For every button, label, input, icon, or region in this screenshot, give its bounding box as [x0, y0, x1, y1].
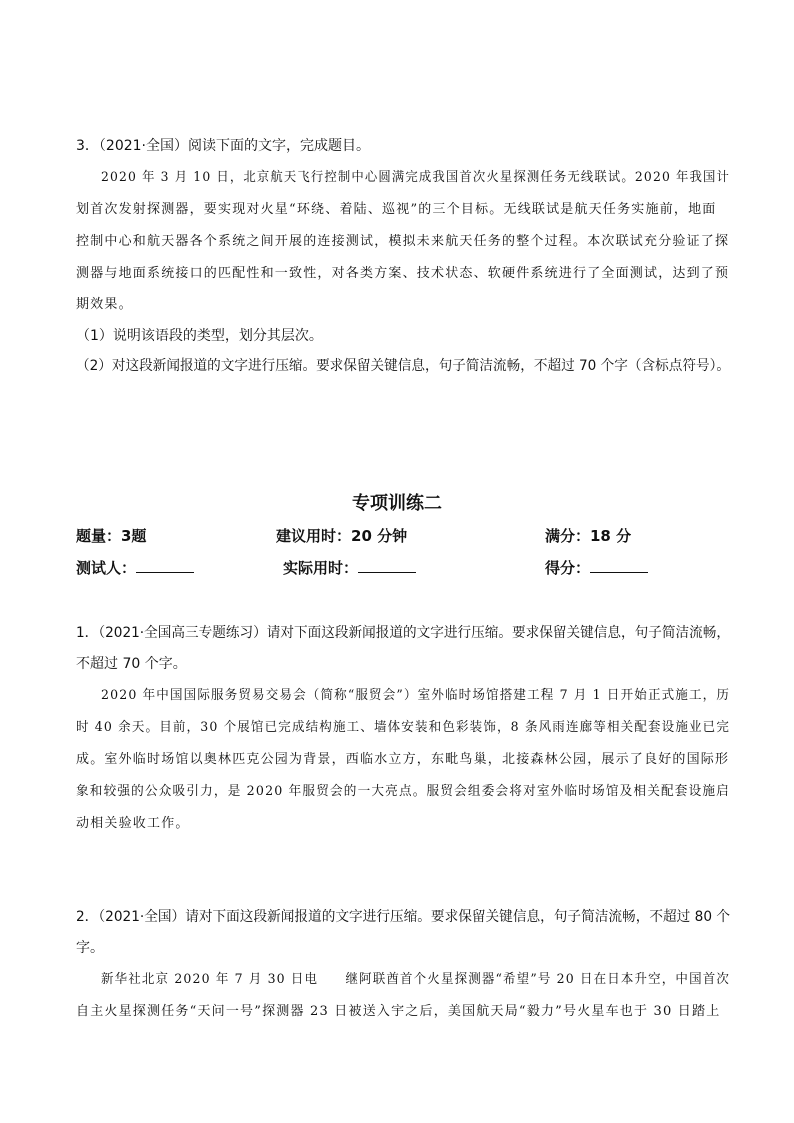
question-count: 题量：3题 [76, 527, 147, 545]
q1-header-line-1: 1．（2021·全国高三专题练习）请对下面这段新闻报道的文字进行压缩。要求保留关键信息，句子简洁流畅， [76, 625, 730, 641]
q2-passage-line-2: 自主火星探测任务“天问一号”探测器 23 日被送入宇之后，美国航天局“毅力”号火星车也于 30 日踏上 [76, 1004, 721, 1019]
full-score: 满分：18 分 [545, 527, 632, 545]
q1-passage-line-3: 成。室外临时场馆以奥林匹克公园为背景，西临水立方，东毗鸟巢，北接森林公园，展示了良好的国际形 [76, 752, 730, 767]
q3-passage-line-4: 测器与地面系统接口的匹配性和一致性，对各类方案、技术状态、软硬件系统进行了全面测试，达到了预 [76, 266, 730, 281]
q1-header-line-2: 不超过 70 个字。 [76, 656, 187, 672]
q2-header-line-1: 2．（2021·全国）请对下面这段新闻报道的文字进行压缩。要求保留关键信息，句子简洁流畅，不超过 80 个 [76, 909, 731, 925]
q3-subquestion-2: （2）对这段新闻报道的文字进行压缩。要求保留关键信息，句子简洁流畅，不超过 70 个字（含标点符号）。 [76, 358, 730, 374]
q1-passage-line-1: 2020 年中国国际服务贸易交易会（简称“服贸会”）室外临时场馆搭建工程 7 月 1 日开始正式施工，历 [101, 688, 731, 703]
q3-passage-line-2: 划首次发射探测器，要实现对火星“环绕、着陆、巡视”的三个目标。无线联试是航天任务实施前，地面 [76, 202, 717, 217]
tester-blank[interactable] [136, 558, 194, 573]
q1-passage-line-5: 动相关验收工作。 [76, 816, 190, 831]
q3-subquestion-1: （1）说明该语段的类型，划分其层次。 [76, 328, 323, 344]
q1-passage-line-2: 时 40 余天。目前，30 个展馆已完成结构施工、墙体安装和色彩装饰，8 条风雨连廊等相关配套设施业已完 [76, 720, 731, 735]
q2-passage-line-1: 新华社北京 2020 年 7 月 30 日电 继阿联酋首个火星探测器“希望”号 20 日在日本升空，中国首次 [101, 972, 730, 987]
actual-time-label: 实际用时： [283, 559, 359, 577]
q3-passage-line-1: 2020 年 3 月 10 日，北京航天飞行控制中心圆满完成我国首次火星探测任务无线联试。2020 年我国计 [101, 170, 731, 185]
q2-header-line-2: 字。 [76, 940, 104, 956]
score-label: 得分： [545, 559, 591, 577]
tester-field [76, 557, 194, 578]
actual-time-field [283, 557, 416, 578]
actual-time-blank[interactable] [358, 558, 416, 573]
q3-passage-line-3: 控制中心和航天器各个系统之间开展的连接测试，模拟未来航天任务的整个过程。本次联试充分验证了探 [76, 234, 730, 249]
score-blank[interactable] [590, 558, 648, 573]
score-field [545, 557, 648, 578]
q1-passage-line-4: 象和较强的公众吸引力，是 2020 年服贸会的一大亮点。服贸会组委会将对室外临时场馆及相关配套设施启 [76, 784, 730, 799]
section-title: 专项训练二 [352, 493, 442, 514]
q3-passage-line-5: 期效果。 [76, 297, 133, 312]
q3-header: 3．（2021·全国）阅读下面的文字，完成题目。 [76, 138, 370, 154]
tester-label: 测试人： [76, 559, 137, 577]
suggested-time: 建议用时：20 分钟 [276, 527, 408, 545]
